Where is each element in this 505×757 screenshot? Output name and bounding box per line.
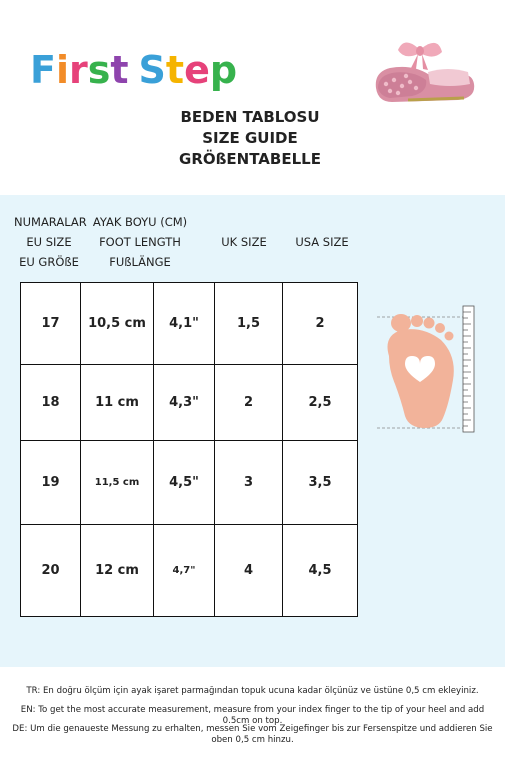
table-row [21, 365, 358, 441]
col-header-eu [14, 212, 87, 272]
baby-shoe-image [368, 36, 478, 106]
cell-uk: 3 [215, 441, 283, 525]
cell-inch: 4,7" [154, 525, 215, 617]
cell-inch: 4,1" [154, 283, 215, 365]
cell-eu: 19 [21, 441, 81, 525]
title-tr: BEDEN TABLOSU [180, 108, 320, 126]
col-header-uk-label: UK SIZE [221, 235, 267, 249]
col-header-foot-length [92, 212, 188, 272]
cell-usa: 3,5 [283, 441, 358, 525]
title-de: GRÖßENTABELLE [179, 150, 321, 168]
cell-cm: 11,5 cm [81, 441, 154, 525]
cell-inch: 4,5" [154, 441, 215, 525]
col-header-eu-en: EU SIZE [26, 235, 72, 249]
size-table [20, 282, 358, 617]
cell-uk: 2 [215, 365, 283, 441]
note-tr: TR: En doğru ölçüm için ayak işaret parmağından topuk ucuna kadar ölçünüz ve üstüne 0,5 cm ekleyiniz. [26, 686, 479, 696]
brand-logo: First Step [30, 48, 238, 92]
col-header-foot-tr: AYAK BOYU (CM) [92, 215, 188, 229]
col-header-usa [290, 232, 354, 252]
size-chart-titles [150, 107, 350, 170]
col-header-usa-label: USA SIZE [295, 235, 349, 249]
cell-uk: 4 [215, 525, 283, 617]
cell-usa: 2,5 [283, 365, 358, 441]
table-row [21, 525, 358, 617]
table-row [21, 283, 358, 365]
cell-usa: 4,5 [283, 525, 358, 617]
cell-inch: 4,3" [154, 365, 215, 441]
cell-eu: 18 [21, 365, 81, 441]
col-header-uk [214, 232, 274, 252]
header [0, 0, 505, 195]
note-en: EN: To get the most accurate measurement, measure from your index finger to the tip of your heel and add 0.5cm on top. [20, 705, 485, 726]
cell-cm: 12 cm [81, 525, 154, 617]
cell-eu: 17 [21, 283, 81, 365]
cell-cm: 10,5 cm [81, 283, 154, 365]
col-header-eu-tr: NUMARALAR [14, 215, 87, 229]
cell-cm: 11 cm [81, 365, 154, 441]
cell-uk: 1,5 [215, 283, 283, 365]
col-header-foot-en: FOOT LENGTH [99, 235, 181, 249]
foot-measure-illustration [365, 300, 477, 436]
cell-usa: 2 [283, 283, 358, 365]
col-header-eu-de: EU GRÖßE [19, 255, 79, 269]
note-de: DE: Um die genaueste Messung zu erhalten, messen Sie vom Zeigefinger bis zur Fersenspitze und addieren Sie oben 0,5 cm hinzu. [12, 724, 493, 745]
cell-eu: 20 [21, 525, 81, 617]
col-header-foot-de: FUßLÄNGE [109, 255, 171, 269]
table-row [21, 441, 358, 525]
title-en: SIZE GUIDE [202, 129, 298, 147]
